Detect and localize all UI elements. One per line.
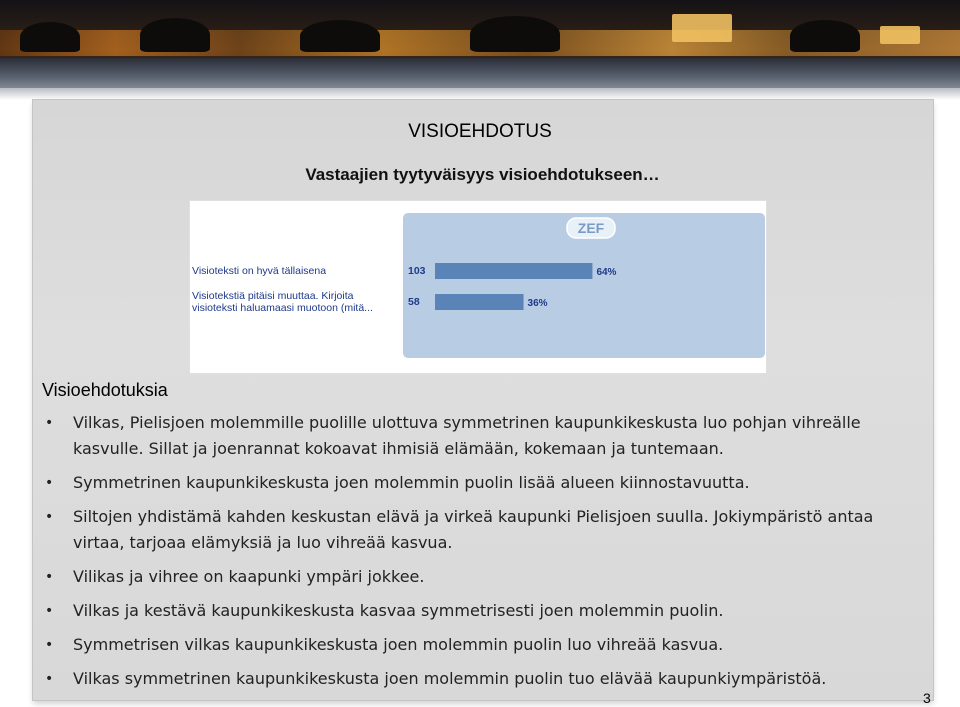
bullet-icon: •: [45, 603, 54, 619]
list-item-text: Vilkas, Pielisjoen molemmille puolille ulottuva symmetrinen kaupunkikeskusta luo pohjan vihreälle kasvulle. Sillat ja joenrannat kokoavat ihmisiä elämään, kokemaan ja tuntemaan.: [73, 413, 861, 458]
chart-category-label: Visioteksti on hyvä tällaisena: [192, 265, 327, 277]
list-item-text: Vilkas symmetrinen kaupunkikeskusta joen molemmin puolin tuo elävää kaupunkiympäristöä.: [73, 669, 827, 688]
slide-subtitle: Vastaajien tyytyväisyys visioehdotukseen…: [305, 165, 660, 184]
list-item: [42, 598, 922, 624]
bullet-icon: •: [45, 569, 54, 585]
bullet-icon: •: [45, 509, 54, 525]
chart-category-label: visioteksti haluamaasi muotoon (mitä...: [192, 302, 373, 314]
slide-title: VISIOEHDOTUS: [408, 121, 552, 142]
list-item: [42, 564, 922, 590]
list-item: [42, 632, 922, 658]
section-heading: Visioehdotuksia: [42, 380, 168, 400]
list-item-text: Vilikas ja vihree on kaapunki ympäri jokkee.: [73, 567, 425, 586]
list-item-text: Siltojen yhdistämä kahden keskustan elävä ja virkeä kaupunki Pielisjoen suulla. Jokiympäristö antaa virtaa, tarjoaa elämyksiä ja luo vihreää kasvua.: [73, 507, 874, 552]
bullet-icon: •: [45, 671, 54, 687]
list-item-text: Symmetrinen kaupunkikeskusta joen molemmin puolin lisää alueen kiinnostavuutta.: [73, 473, 750, 492]
list-item: [42, 504, 922, 556]
chart-bar: [435, 263, 592, 279]
chart-count-label: 103: [408, 265, 426, 277]
list-item: [42, 666, 922, 692]
list-item: [42, 410, 922, 462]
list-item-text: Vilkas ja kestävä kaupunkikeskusta kasvaa symmetrisesti joen molemmin puolin.: [73, 601, 724, 620]
list-item-text: Symmetrisen vilkas kaupunkikeskusta joen molemmin puolin luo vihreää kasvua.: [73, 635, 724, 654]
vision-proposals-list: [42, 410, 922, 700]
header-cityscape-photo: [0, 0, 960, 90]
bullet-icon: •: [45, 415, 54, 431]
zef-logo-text: ZEF: [577, 220, 605, 236]
chart-percent-label: 36%: [527, 298, 548, 309]
chart-percent-label: 64%: [596, 267, 617, 278]
chart-bar: [435, 294, 524, 310]
chart-count-label: 58: [408, 296, 420, 308]
bullet-icon: •: [45, 637, 54, 653]
survey-result-chart: [189, 200, 767, 374]
page-number: 3: [923, 690, 931, 706]
list-item: [42, 470, 922, 496]
bullet-icon: •: [45, 475, 54, 491]
chart-category-label: Visiotekstiä pitäisi muuttaa. Kirjoita: [192, 290, 354, 302]
